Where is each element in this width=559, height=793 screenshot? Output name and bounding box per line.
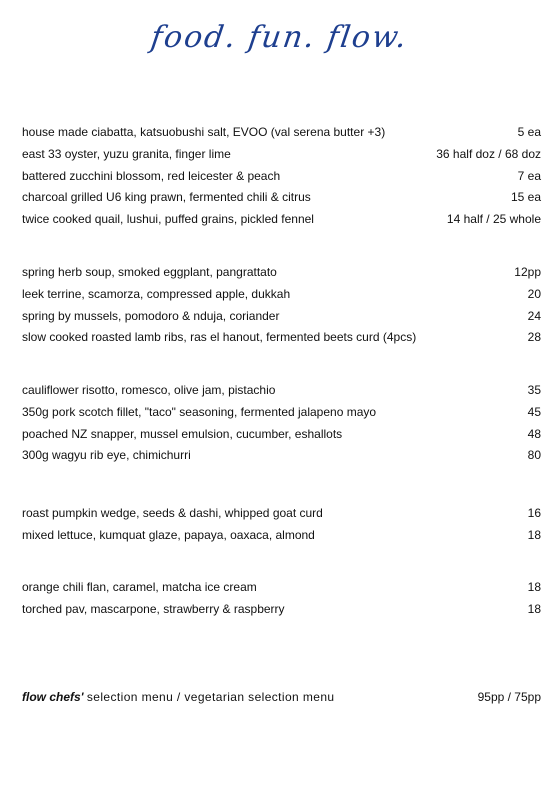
item-name: 350g pork scotch fillet, "taco" seasoning, fermented jalapeno mayo xyxy=(22,404,377,419)
item-price: 18 xyxy=(527,527,541,542)
selection-menu-line xyxy=(22,688,541,706)
item-price: 48 xyxy=(527,426,541,441)
menu-item xyxy=(22,262,541,284)
item-price: 28 xyxy=(527,330,541,345)
item-name: orange chili flan, caramel, matcha ice cream xyxy=(22,580,257,594)
menu-item xyxy=(22,209,541,231)
item-price: 24 xyxy=(527,308,541,323)
item-name: roast pumpkin wedge, seeds & dashi, whipped goat curd xyxy=(22,506,323,520)
item-name: charcoal grilled U6 king prawn, fermented chili & citrus xyxy=(22,190,311,205)
menu-item xyxy=(22,122,541,144)
selection-menu-text: selection menu / vegetarian selection menu xyxy=(86,690,335,704)
menu-item xyxy=(22,503,541,525)
menu-item xyxy=(22,599,541,621)
item-name: 300g wagyu rib eye, chimichurri xyxy=(22,448,191,463)
selection-menu-label xyxy=(22,688,334,706)
item-name: mixed lettuce, kumquat glaze, papaya, oaxaca, almond xyxy=(22,527,315,542)
item-price: 16 xyxy=(527,506,541,520)
menu-item xyxy=(22,327,541,349)
menu-item xyxy=(22,166,541,188)
selection-menu-price: 95pp / 75pp xyxy=(477,690,541,704)
menu-section-starters xyxy=(22,122,541,231)
menu-item xyxy=(22,424,541,446)
item-name: spring by mussels, pomodoro & nduja, coriander xyxy=(22,308,280,323)
menu-item xyxy=(22,284,541,306)
item-name: east 33 oyster, yuzu granita, finger lime xyxy=(22,146,231,161)
menu-item xyxy=(22,380,541,402)
item-price: 45 xyxy=(527,404,541,419)
menu-section-desserts xyxy=(22,577,541,621)
chefs-brand-label: flow chefs' xyxy=(22,690,84,704)
item-price: 18 xyxy=(527,601,541,616)
item-price: 20 xyxy=(527,286,541,301)
menu-section-entrees xyxy=(22,262,541,349)
menu-title: food. fun. flow. xyxy=(148,20,411,55)
item-name: torched pav, mascarpone, strawberry & raspberry xyxy=(22,601,285,616)
item-name: house made ciabatta, katsuobushi salt, EVOO (val serena butter +3) xyxy=(22,125,386,139)
menu-item xyxy=(22,144,541,166)
menu-item xyxy=(22,306,541,328)
menu-item xyxy=(22,402,541,424)
item-price: 5 ea xyxy=(517,125,541,139)
item-price: 35 xyxy=(527,383,541,397)
item-price: 12pp xyxy=(514,265,541,279)
menu-section-sides xyxy=(22,503,541,547)
item-name: twice cooked quail, lushui, puffed grains, pickled fennel xyxy=(22,212,314,227)
item-price: 18 xyxy=(527,580,541,594)
menu-section-mains xyxy=(22,380,541,467)
item-name: cauliflower risotto, romesco, olive jam, pistachio xyxy=(22,383,276,397)
item-name: leek terrine, scamorza, compressed apple, dukkah xyxy=(22,286,291,301)
item-name: spring herb soup, smoked eggplant, pangrattato xyxy=(22,265,277,279)
menu-item xyxy=(22,187,541,209)
item-price: 15 ea xyxy=(510,190,541,205)
menu-item xyxy=(22,577,541,599)
item-price: 14 half / 25 whole xyxy=(446,212,541,227)
item-name: poached NZ snapper, mussel emulsion, cucumber, eshallots xyxy=(22,426,343,441)
item-price: 7 ea xyxy=(517,168,541,183)
item-name: slow cooked roasted lamb ribs, ras el hanout, fermented beets curd (4pcs) xyxy=(22,330,417,345)
item-price: 80 xyxy=(527,448,541,463)
menu-item xyxy=(22,445,541,467)
item-price: 36 half doz / 68 doz xyxy=(436,146,541,161)
menu-item xyxy=(22,525,541,547)
item-name: battered zucchini blossom, red leicester & peach xyxy=(22,168,281,183)
